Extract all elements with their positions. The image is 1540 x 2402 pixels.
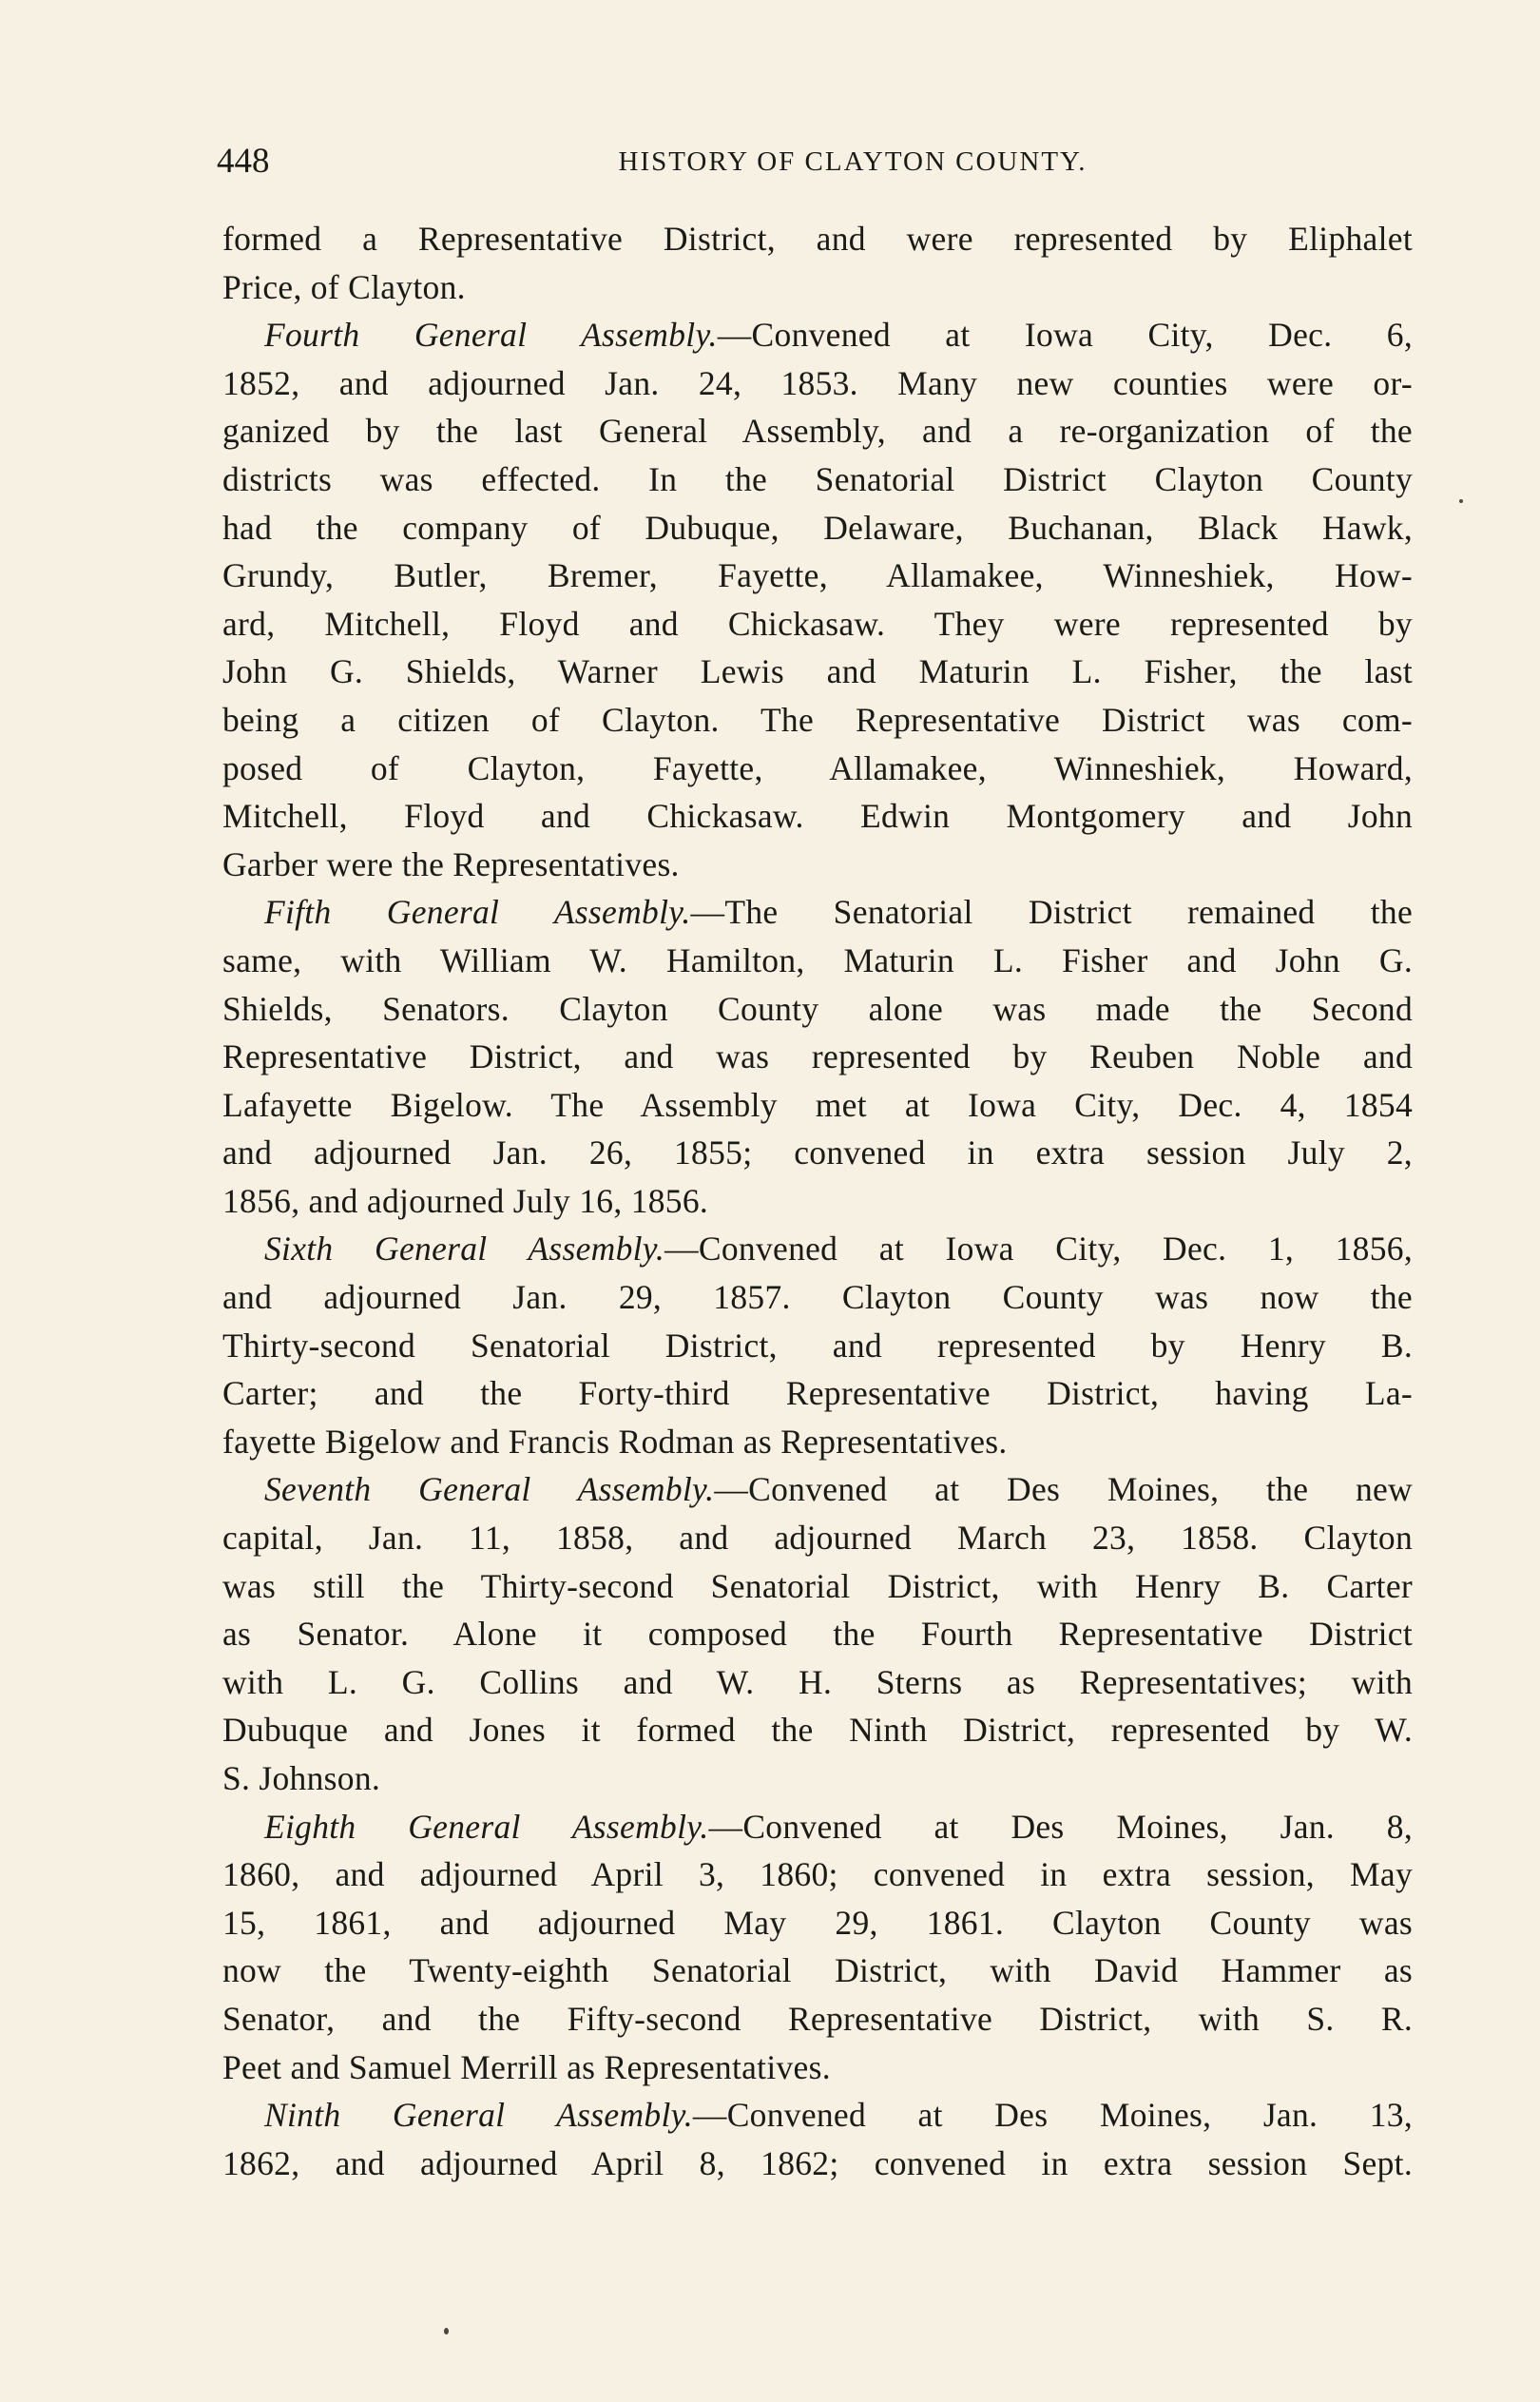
text-line: [222, 1658, 1413, 1707]
text-line: [222, 1610, 1413, 1658]
text-line: [222, 1899, 1413, 1947]
text-line: [222, 1177, 1413, 1226]
section-first-line: [222, 311, 1413, 359]
line-text: now the Twenty-eighth Senatorial District, with David Hammer as: [222, 1951, 1413, 1990]
line-text: 1860, and adjourned April 3, 1860; convened in extra session, May: [222, 1855, 1413, 1894]
line-text: and adjourned Jan. 29, 1857. Clayton County was now the: [222, 1278, 1413, 1317]
line-text: Senator, and the Fifty-second Representative District, with S. R.: [222, 1999, 1413, 2038]
section-first-line: [222, 1465, 1413, 1514]
line-text: districts was effected. In the Senatorial District Clayton County: [222, 459, 1413, 498]
line-text: Lafayette Bigelow. The Assembly met at Iowa City, Dec. 4, 1854: [222, 1085, 1413, 1124]
line-text: Thirty-second Senatorial District, and represented by Henry B.: [222, 1326, 1413, 1365]
line-text: with L. G. Collins and W. H. Sterns as Representatives; with: [222, 1662, 1413, 1701]
text-line: [222, 504, 1413, 552]
line-text: as Senator. Alone it composed the Fourth Representative District: [222, 1615, 1413, 1654]
line-text: ganized by the last General Assembly, and a re-organization of the: [222, 412, 1413, 451]
text-line: [222, 455, 1413, 504]
line-text: —Convened at Des Moines, Jan. 8,: [708, 1807, 1413, 1846]
text-line: [222, 1514, 1413, 1562]
text-line: [222, 359, 1413, 408]
text-line: [222, 1995, 1413, 2044]
line-text: was still the Thirty-second Senatorial District, with Henry B. Carter: [222, 1566, 1413, 1605]
line-text: fayette Bigelow and Francis Rodman as Representatives.: [222, 1422, 1008, 1461]
print-speck: [1459, 499, 1463, 503]
line-text: Mitchell, Floyd and Chickasaw. Edwin Montgomery and John: [222, 797, 1413, 836]
section-first-line: [222, 2091, 1413, 2140]
line-text: John G. Shields, Warner Lewis and Maturin L. Fisher, the last: [222, 652, 1413, 691]
text-line: [222, 1947, 1413, 1995]
line-text: Price, of Clayton.: [222, 267, 466, 306]
line-text: Dubuque and Jones it formed the Ninth District, represented by W.: [222, 1711, 1413, 1750]
text-line: [222, 2044, 1413, 2092]
line-text: Carter; and the Forty-third Representative District, having La-: [222, 1374, 1413, 1413]
text-line: [222, 937, 1413, 985]
line-text: Garber were the Representatives.: [222, 844, 680, 883]
text-line: [222, 1850, 1413, 1899]
body-text: [222, 215, 1413, 2187]
text-line: [222, 985, 1413, 1034]
text-line: [222, 263, 1413, 312]
line-text: 15, 1861, and adjourned May 29, 1861. Clayton County was: [222, 1903, 1413, 1942]
line-text: —Convened at Des Moines, Jan. 13,: [692, 2096, 1413, 2135]
line-text: ard, Mitchell, Floyd and Chickasaw. They were represented by: [222, 604, 1413, 643]
line-text: capital, Jan. 11, 1858, and adjourned March 23, 1858. Clayton: [222, 1519, 1413, 1558]
line-text: Shields, Senators. Clayton County alone was made the Second: [222, 989, 1413, 1028]
text-line: [222, 1129, 1413, 1177]
line-text: had the company of Dubuque, Delaware, Buchanan, Black Hawk,: [222, 508, 1413, 547]
text-line: [222, 792, 1413, 841]
text-line: [222, 1033, 1413, 1081]
text-line: [222, 600, 1413, 649]
text-line: [222, 1754, 1413, 1803]
text-line: [222, 1273, 1413, 1322]
line-text: 1862, and adjourned April 8, 1862; convened in extra session Sept.: [222, 2143, 1413, 2182]
line-text: being a citizen of Clayton. The Representative District was com-: [222, 700, 1413, 739]
section-heading: Fifth General Assembly.: [264, 893, 691, 932]
text-line: [222, 1081, 1413, 1130]
section-heading: Fourth General Assembly.: [264, 316, 718, 355]
section-first-line: [222, 1225, 1413, 1273]
section-heading: Ninth General Assembly.: [264, 2096, 693, 2135]
text-line: [222, 1369, 1413, 1418]
running-head: [217, 135, 1413, 188]
text-line: [222, 215, 1413, 263]
section-heading: Seventh General Assembly.: [264, 1470, 715, 1509]
section-first-line: [222, 888, 1413, 937]
line-text: Peet and Samuel Merrill as Representatives.: [222, 2047, 831, 2086]
running-head-title: HISTORY OF CLAYTON COUNTY.: [618, 146, 1088, 177]
line-text: formed a Representative District, and were represented by Eliphalet: [222, 220, 1413, 258]
line-text: —Convened at Iowa City, Dec. 6,: [717, 316, 1413, 355]
text-line: [222, 648, 1413, 696]
line-text: —The Senatorial District remained the: [690, 893, 1413, 932]
line-text: —Convened at Des Moines, the new: [714, 1470, 1413, 1509]
line-text: and adjourned Jan. 26, 1855; convened in extra session July 2,: [222, 1133, 1413, 1172]
text-line: [222, 2140, 1413, 2188]
line-text: Grundy, Butler, Bremer, Fayette, Allamakee, Winneshiek, How-: [222, 556, 1413, 595]
line-text: posed of Clayton, Fayette, Allamakee, Winneshiek, Howard,: [222, 748, 1413, 787]
line-text: —Convened at Iowa City, Dec. 1, 1856,: [664, 1230, 1413, 1269]
section-heading: Eighth General Assembly.: [264, 1807, 709, 1846]
text-line: [222, 696, 1413, 745]
line-text: 1856, and adjourned July 16, 1856.: [222, 1181, 709, 1220]
text-line: [222, 841, 1413, 889]
text-line: [222, 1418, 1413, 1466]
line-text: Representative District, and was represented by Reuben Noble and: [222, 1037, 1413, 1076]
page-number: 448: [217, 142, 270, 181]
section-heading: Sixth General Assembly.: [264, 1230, 665, 1269]
text-line: [222, 1706, 1413, 1754]
text-line: [222, 1562, 1413, 1611]
line-text: 1852, and adjourned Jan. 24, 1853. Many new counties were or-: [222, 363, 1413, 402]
text-line: [222, 552, 1413, 600]
section-first-line: [222, 1803, 1413, 1851]
text-line: [222, 745, 1413, 793]
print-speck: [444, 2328, 449, 2334]
line-text: same, with William W. Hamilton, Maturin L. Fisher and John G.: [222, 940, 1413, 979]
text-line: [222, 1322, 1413, 1370]
line-text: S. Johnson.: [222, 1759, 381, 1797]
text-line: [222, 407, 1413, 455]
